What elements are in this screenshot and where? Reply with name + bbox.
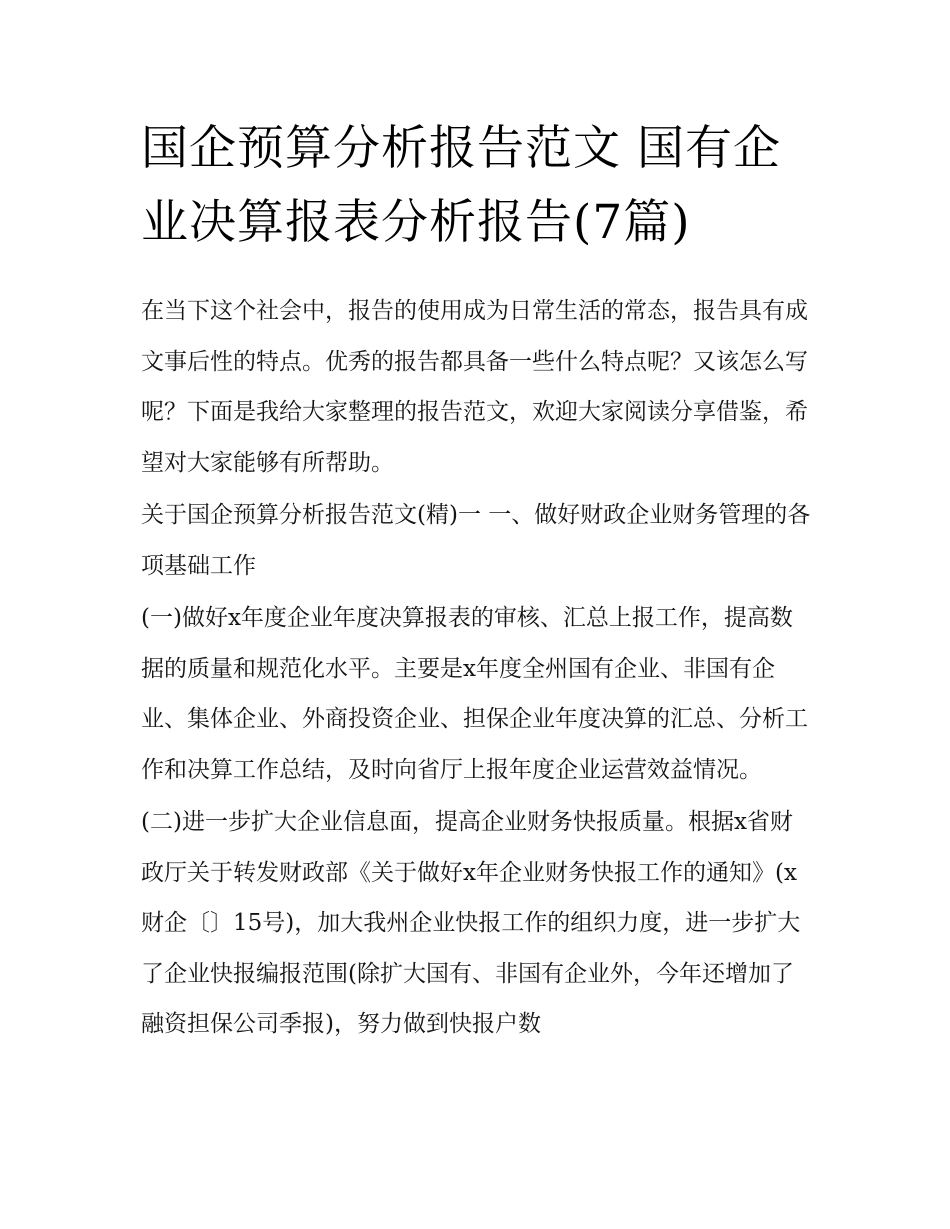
- section-heading-paragraph: 关于国企预算分析报告范文(精)一 一、做好财政企业财务管理的各项基础工作: [141, 502, 811, 579]
- body-paragraph: (二)进一步扩大企业信息面，提高企业财务快报质量。根据x省财政厅关于转发财政部《关于做好x年企业财务快报工作的通知》(x财企〔〕15号)，加大我州企业快报工作的组织力度，进一步扩大了企业快报编报范围(除扩大国有、非国有企业外，今年还增加了融资担保公司季报)，努力做到快报户数: [141, 809, 801, 1037]
- document-title: 国企预算分析报告范文 国有企业决算报表分析报告(7篇): [141, 121, 781, 250]
- document-page: [141, 112, 813, 1050]
- intro-paragraph: 在当下这个社会中，报告的使用成为日常生活的常态，报告具有成文事后性的特点。优秀的报告都具备一些什么特点呢？又该怎么写呢？下面是我给大家整理的报告范文，欢迎大家阅读分享借鉴，希望对大家能够有所帮助。: [141, 298, 808, 476]
- body-paragraph: (一)做好x年度企业年度决算报表的审核、汇总上报工作，提高数据的质量和规范化水平。主要是x年度全州国有企业、非国有企业、集体企业、外商投资企业、担保企业年度决算的汇总、分析工作和决算工作总结，及时向省厅上报年度企业运营效益情况。: [141, 605, 808, 783]
